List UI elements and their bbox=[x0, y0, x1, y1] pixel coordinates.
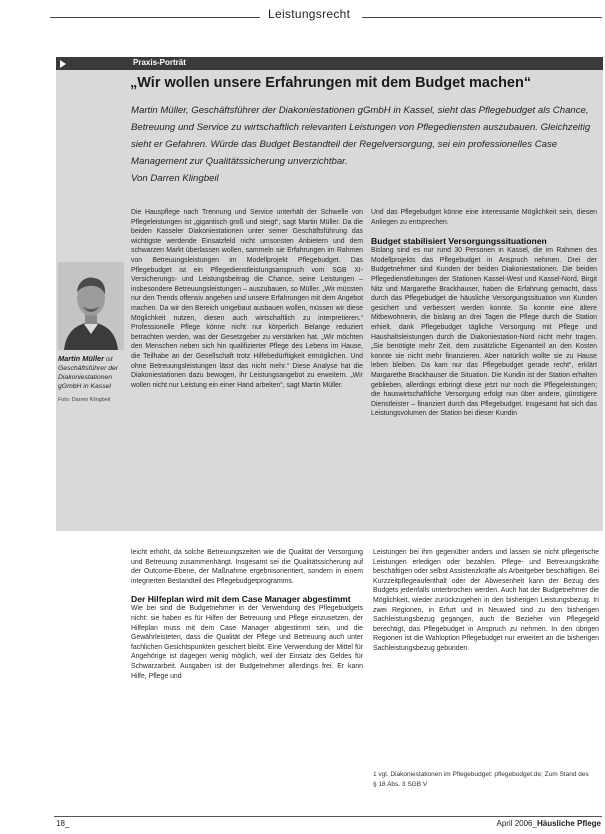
body-column-3 bbox=[131, 548, 363, 810]
body-text: Und das Pflegebudget könne eine interessante Möglichkeit sein, diesen Anliegen zu entsprechen. bbox=[371, 209, 597, 226]
body-column-2 bbox=[371, 208, 597, 526]
section-title: Leistungsrecht bbox=[268, 7, 351, 21]
subheading: Der Hilfeplan wird mit dem Case Manager abgestimmt bbox=[131, 594, 351, 605]
header-rule-right bbox=[362, 17, 602, 18]
header-rule-left bbox=[50, 17, 260, 18]
body-text: leicht erhöht, da solche Betreuungszeiten wie die Qualität der Versorgung und Betreuung zusammenhängt. Insgesamt sei die Qualitätssicherung auf der Outcome-Ebene, der Maßnahme ergebnisorientiert, sondern in einem integrierten Bestandteil des Pflegebudgetprogramms. bbox=[131, 549, 363, 585]
category-label: Praxis-Porträt bbox=[133, 58, 186, 67]
body-text: Wie bei sind die Budgetnehmer in der Verwendung des Pflegebudgets nicht: sie haben es für Hilfen der Betreuung und Pflege einzusetzen, der Hilfeplan muss mit dem Case Manager abgestimmt sein, und die Gewährleisteten, dass die Qualität der Pflege und Betreuung auch unter fachlichen Gesichtspunkten gesichert bleibt. Eine Verwendung der Mittel für Angehörige ist dagegen wenig möglich, weil der Einsatz des Geldes für Schwarzarbeit. Ausgaben ist der Budgetnehmer allerdings frei. Er kann Hilfe, Pflege und bbox=[131, 605, 363, 680]
triangle-marker-icon bbox=[60, 60, 66, 68]
author-byline: Von Darren Klingbeil bbox=[131, 173, 219, 184]
article-intro bbox=[131, 102, 596, 187]
footnote: 1 vgl. Diakoniestationen im Pflegebudget: pflegebudget.de; Zum Stand des § 18 Abs. 3 SGB V bbox=[373, 771, 589, 788]
subheading: Budget stabilisiert Versorgungssituationen bbox=[371, 236, 547, 247]
caption-name: Martin Müller bbox=[58, 354, 104, 363]
body-column-1 bbox=[131, 208, 363, 526]
page-number: 18_ bbox=[56, 819, 70, 828]
caption-role: ist Geschäftsführer der Diakoniestationen gGmbH in Kassel bbox=[58, 356, 119, 390]
person-portrait-icon bbox=[58, 262, 124, 350]
article-headline: „Wir wollen unsere Erfahrungen mit dem Budget machen“ bbox=[130, 75, 532, 91]
portrait-photo bbox=[58, 262, 124, 350]
footer-rule bbox=[54, 816, 602, 817]
issue-label bbox=[496, 819, 601, 828]
photo-credit: Foto: Darren Klingbeil bbox=[58, 397, 111, 403]
magazine-title: Häusliche Pflege bbox=[536, 819, 601, 828]
body-text: Leistungen bei ihm gegenüber anders und lassen sie nicht pflegerische Leistungen erledigen oder bezahlen. Pflege- und Betreuungskräfte beschäftigen oder selbst Assistenzkräfte als Arbeitgeber beschäftigen. Bei Kurzzeitpflegeaufenthalt oder der Abwesenheit kann der Bezug des Budgets jedenfalls unterbrochen werden. Auch hat der Budgetnehmer die Möglichkeit, wieder zurückzugehen in den bisherigen Leistungsbezug. In zwei Regionen, in Erfurt und in Neuwied sind zu den bisherigen Sachleistungsbezug gegangen, auch die Bezieher von Pflegegeld berechtigt, das Pflegebudget in Anspruch zu nehmen. In den übrigen Regionen ist die Wahloption Pflegebudget nur erweitert an die bisherigen Sachleistungsbezug gebunden. bbox=[373, 549, 599, 652]
photo-caption bbox=[58, 354, 122, 405]
issue-date: April 2006_ bbox=[496, 819, 537, 828]
body-column-4 bbox=[373, 548, 599, 753]
body-text: Bislang sind es nur rund 30 Personen in Kassel, die im Rahmen des Modellprojekts das Pflegebudget in Anspruch nehmen. Drei der Budgetnehmer sind Kunden der beiden Diakoniestationen. Die beiden Pflegedienstleitungen der Stationen Kassel-West und Kassel-Nord, Birgit Nitz und Margarethe Brackhauser, haben die Erfahrung gemacht, dass durch das Pflegebudget die häusliche Versorgungssituation von Kunden gesichert und verbessert werden konnte. So konnte eine ältere Mitbewohnerin, die bislang an drei Tagen die Pflege durch die Station erhielt, dank Pflegebudget tägliche Versorgung mit Pflege und Haushaltsleistungen durch die Diakoniestation-Nord nicht mehr tragen. „Sie benötigte mehr Zeit, dem zusätzliche Eigenanteil an den Kosten konnte sie nicht mehr finanzieren. Aber natürlich wollte sie zu Hause leben bleiben. Da kam nur das Pflegebudget gerade recht“, erklärt Margarethe Brackhauser die Situation. Die Kundin ist der Station erhalten geblieben, allerdings erbringt diese jetzt nur noch die Pflegeleistungen; die hauswirtschaftliche Versorgung erfolgt nun über andere, günstigere Dienstleister – finanziert durch das Pflegebudget. Insgesamt hat sich das Leistungsvolumen der Station bei dieser Kundin bbox=[371, 247, 597, 418]
body-text: Die Hauspflege nach Trennung und Service unterhält der Schwelle von Pflegeleistungen ist „gigantisch groß und steigt“, sagt Martin Müller. Da die beiden Kasseler Diakoniestationen unter seiner Geschäftsführung das wichtigste werdende Einsatzfeld nicht umsonsten Anbietern und dem schwarzen Markt überlassen wollen, sammeln sie Erfahrungen im Rahmen von Betreuungsleistungen im Modellprojekt Pflegebudget. Das Pflegebudget ist ein Pflegedienstleistungsanspruch vom SGB XI-Versicherungs- und Leistungsbeitrag die Chance, seine Leistungen – insbesondere Betreuungsleistungen – auszubauen, so Müller. „Wir müssten nur den Trends offensiv angehen und unsere Erfahrungen mit dem Angebot machen. Da wir den Bereich umgebaut ausbauen wollen, müssen wir diese Möglichkeit nutzen, diesen auch wirtschaftlich zu interpretieren.“ Professionelle Pflege könne nicht nur körperlich Belange reduziert betrachten werden, was der Gesetzgeber zu verstärken hat. „Wir möchten den Menschen neben sich hin qualifizierter Pflege des Lebens im Hause, die Teilhabe an der Gesellschaft trotz Hilfebedürftigkeit ermöglichen. Und ohne Betreuungsleistungen lässt das nicht mehr.“ Diese Analyse hat die Diakoniestationen dazu bewogen, ihr Leistungsangebot zu erweitern. „Wir wollen nicht nur Leistung ein einer Hand arbeiten“, sagt Martin Müller. bbox=[131, 209, 363, 389]
intro-text: Martin Müller, Geschäftsführer der Diakoniestationen gGmbH in Kassel, sieht das Pflegebudget als Chance, Betreuung und Service zu wirtschaftlich relevanten Leistungen von Pflegediensten auszubauen. Gleichzeitig sieht er Gefahren. Würde das Budget Bestandteil der Regelversorgung, sei ein professionelles Case Management zur Qualitätssicherung unverzichtbar. bbox=[131, 105, 591, 167]
